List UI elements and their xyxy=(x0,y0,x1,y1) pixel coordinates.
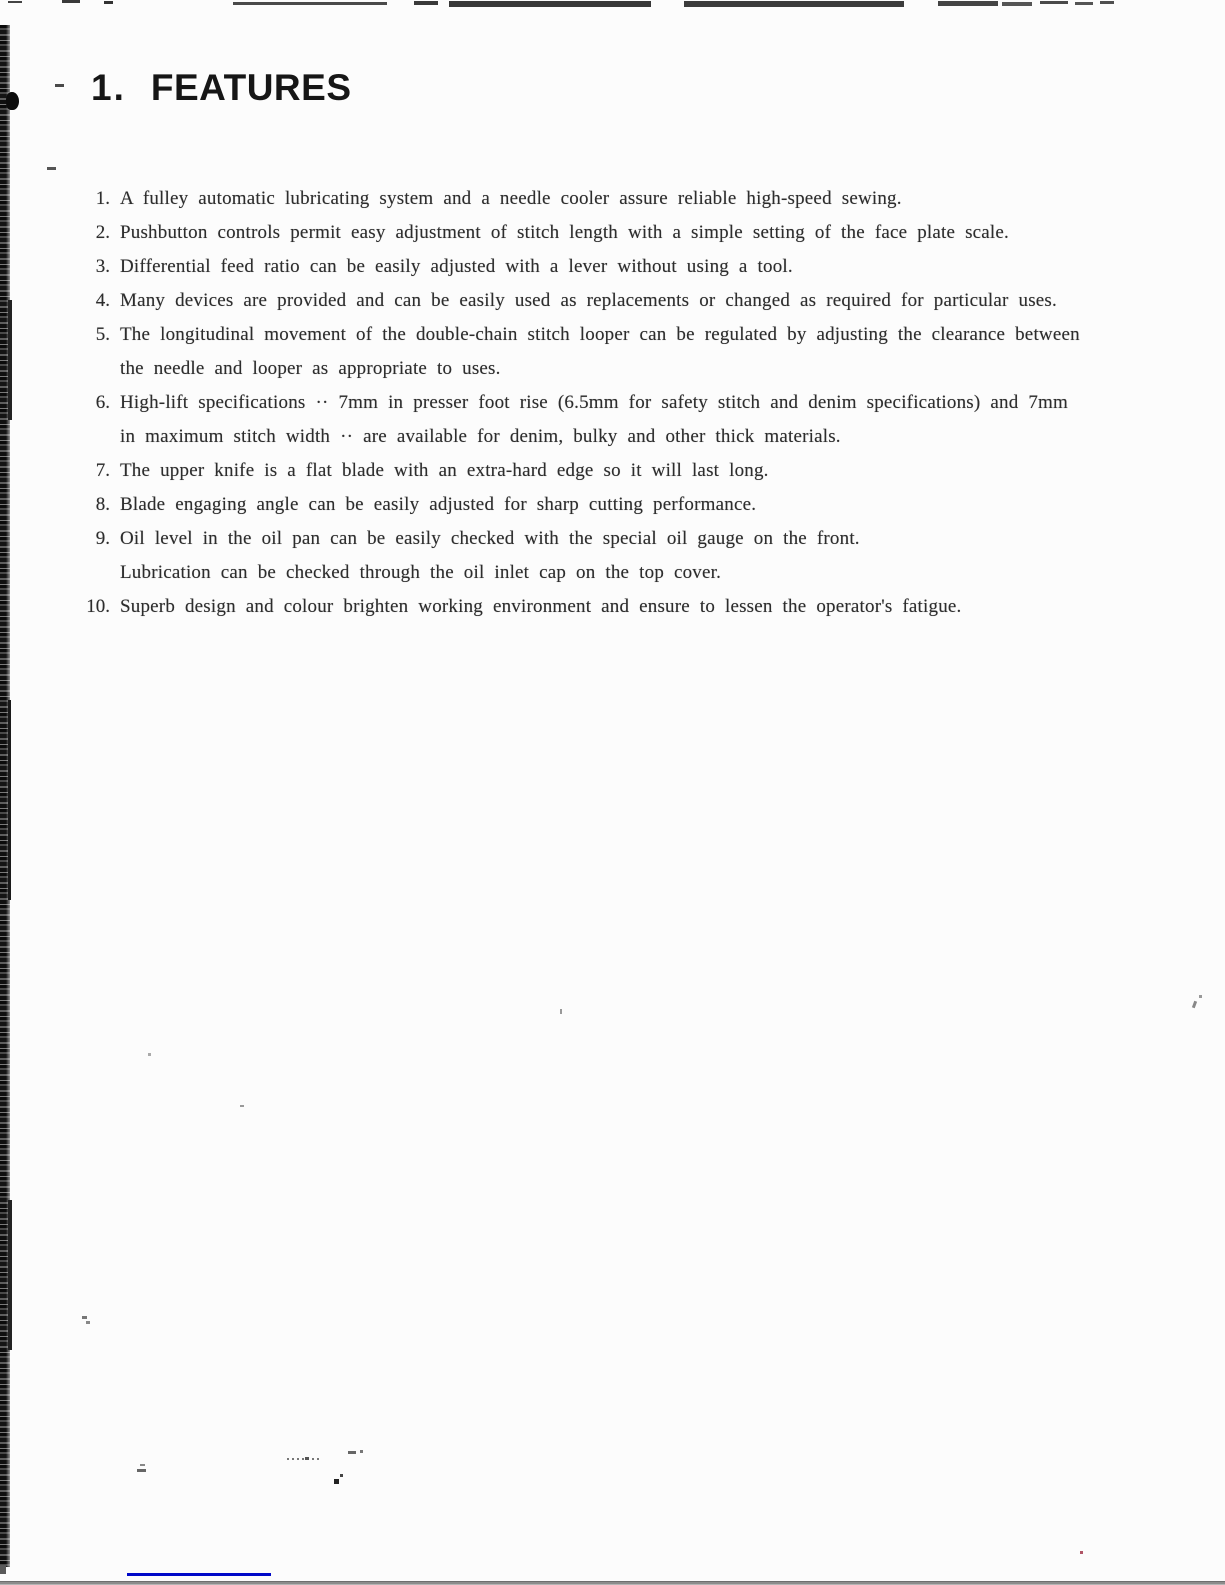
top-edge-mark xyxy=(62,0,80,3)
binding-edge-blob xyxy=(8,1200,12,1350)
scan-speck xyxy=(82,1316,87,1319)
top-edge-mark xyxy=(449,1,651,7)
feature-item xyxy=(78,522,1188,590)
page-title xyxy=(91,66,352,110)
feature-item xyxy=(78,318,1188,386)
features-list xyxy=(78,182,1188,624)
top-edge-mark xyxy=(938,1,998,6)
binding-edge-blob xyxy=(8,700,11,900)
feature-item xyxy=(78,182,1188,216)
feature-number: 1. xyxy=(95,188,110,209)
scan-speck xyxy=(334,1479,339,1484)
feature-line: Differential feed ratio can be easily adjusted with a lever without using a tool. xyxy=(120,256,793,277)
feature-line: in maximum stitch width ·· are available for denim, bulky and other thick materials. xyxy=(120,426,841,447)
feature-item xyxy=(78,284,1188,318)
feature-number: 9. xyxy=(95,528,110,549)
section-title-text: FEATURES xyxy=(150,67,352,108)
scan-speck xyxy=(55,84,64,87)
scan-speck xyxy=(1080,1551,1083,1554)
scan-speck xyxy=(360,1450,363,1453)
top-edge-mark xyxy=(233,2,387,5)
feature-item xyxy=(78,454,1188,488)
dotted-specks-row xyxy=(287,1458,321,1460)
feature-line: The upper knife is a flat blade with an extra-hard edge so it will last long. xyxy=(120,460,769,481)
scan-speck xyxy=(1199,995,1202,998)
feature-item xyxy=(78,590,1188,624)
top-edge-mark xyxy=(1100,1,1114,4)
scan-speck xyxy=(240,1105,244,1107)
top-edge-mark xyxy=(414,1,438,5)
feature-number: 7. xyxy=(95,460,110,481)
feature-line: Superb design and colour brighten working environment and ensure to lessen the operator's fatigue. xyxy=(120,596,962,617)
feature-line: The longitudinal movement of the double-chain stitch looper can be regulated by adjusting the clearance between xyxy=(120,324,1080,345)
top-edge-mark xyxy=(104,1,113,4)
binding-edge-blob xyxy=(8,300,12,420)
feature-item xyxy=(78,216,1188,250)
blue-underline-mark xyxy=(127,1573,271,1576)
page-bottom-edge xyxy=(0,1581,1225,1585)
feature-line: A fulley automatic lubricating system and a needle cooler assure reliable high-speed sewing. xyxy=(120,188,902,209)
binding-edge-blob xyxy=(6,92,19,110)
top-edge-mark xyxy=(8,1,22,3)
feature-item xyxy=(78,488,1188,522)
scan-speck xyxy=(137,1469,146,1472)
feature-number: 6. xyxy=(95,392,110,413)
feature-line: High-lift specifications ·· 7mm in presser foot rise (6.5mm for safety stitch and denim specifications) and 7mm xyxy=(120,392,1069,413)
top-edge-mark xyxy=(1002,2,1032,6)
scan-speck xyxy=(1192,1001,1197,1009)
top-edge-mark xyxy=(1075,2,1093,5)
feature-number: 8. xyxy=(95,494,110,515)
feature-line: Pushbutton controls permit easy adjustment of stitch length with a simple setting of the face plate scale. xyxy=(120,222,1009,243)
scan-speck xyxy=(305,1457,309,1460)
scan-speck xyxy=(140,1464,145,1466)
feature-line: Blade engaging angle can be easily adjusted for sharp cutting performance. xyxy=(120,494,757,515)
feature-line: Oil level in the oil pan can be easily checked with the special oil gauge on the front. xyxy=(120,528,860,549)
top-edge-mark xyxy=(684,1,904,7)
feature-line: Lubrication can be checked through the oil inlet cap on the top cover. xyxy=(120,562,722,583)
feature-item xyxy=(78,386,1188,454)
feature-number: 4. xyxy=(95,290,110,311)
top-edge-mark xyxy=(1040,1,1068,4)
scan-speck xyxy=(148,1053,151,1056)
scan-speck xyxy=(560,1009,562,1014)
feature-number: 3. xyxy=(95,256,110,277)
scan-speck xyxy=(47,167,56,170)
section-number: 1. xyxy=(91,67,126,108)
feature-number: 5. xyxy=(95,324,110,345)
feature-item xyxy=(78,250,1188,284)
scan-speck xyxy=(348,1451,356,1454)
feature-line: Many devices are provided and can be easily used as replacements or changed as required for particular uses. xyxy=(120,290,1057,311)
feature-line: the needle and looper as appropriate to uses. xyxy=(120,358,501,379)
binding-edge-blob xyxy=(0,1565,6,1574)
scan-speck xyxy=(340,1474,343,1477)
feature-number: 2. xyxy=(95,222,110,243)
feature-number: 10. xyxy=(86,596,110,617)
scan-speck xyxy=(86,1321,90,1324)
